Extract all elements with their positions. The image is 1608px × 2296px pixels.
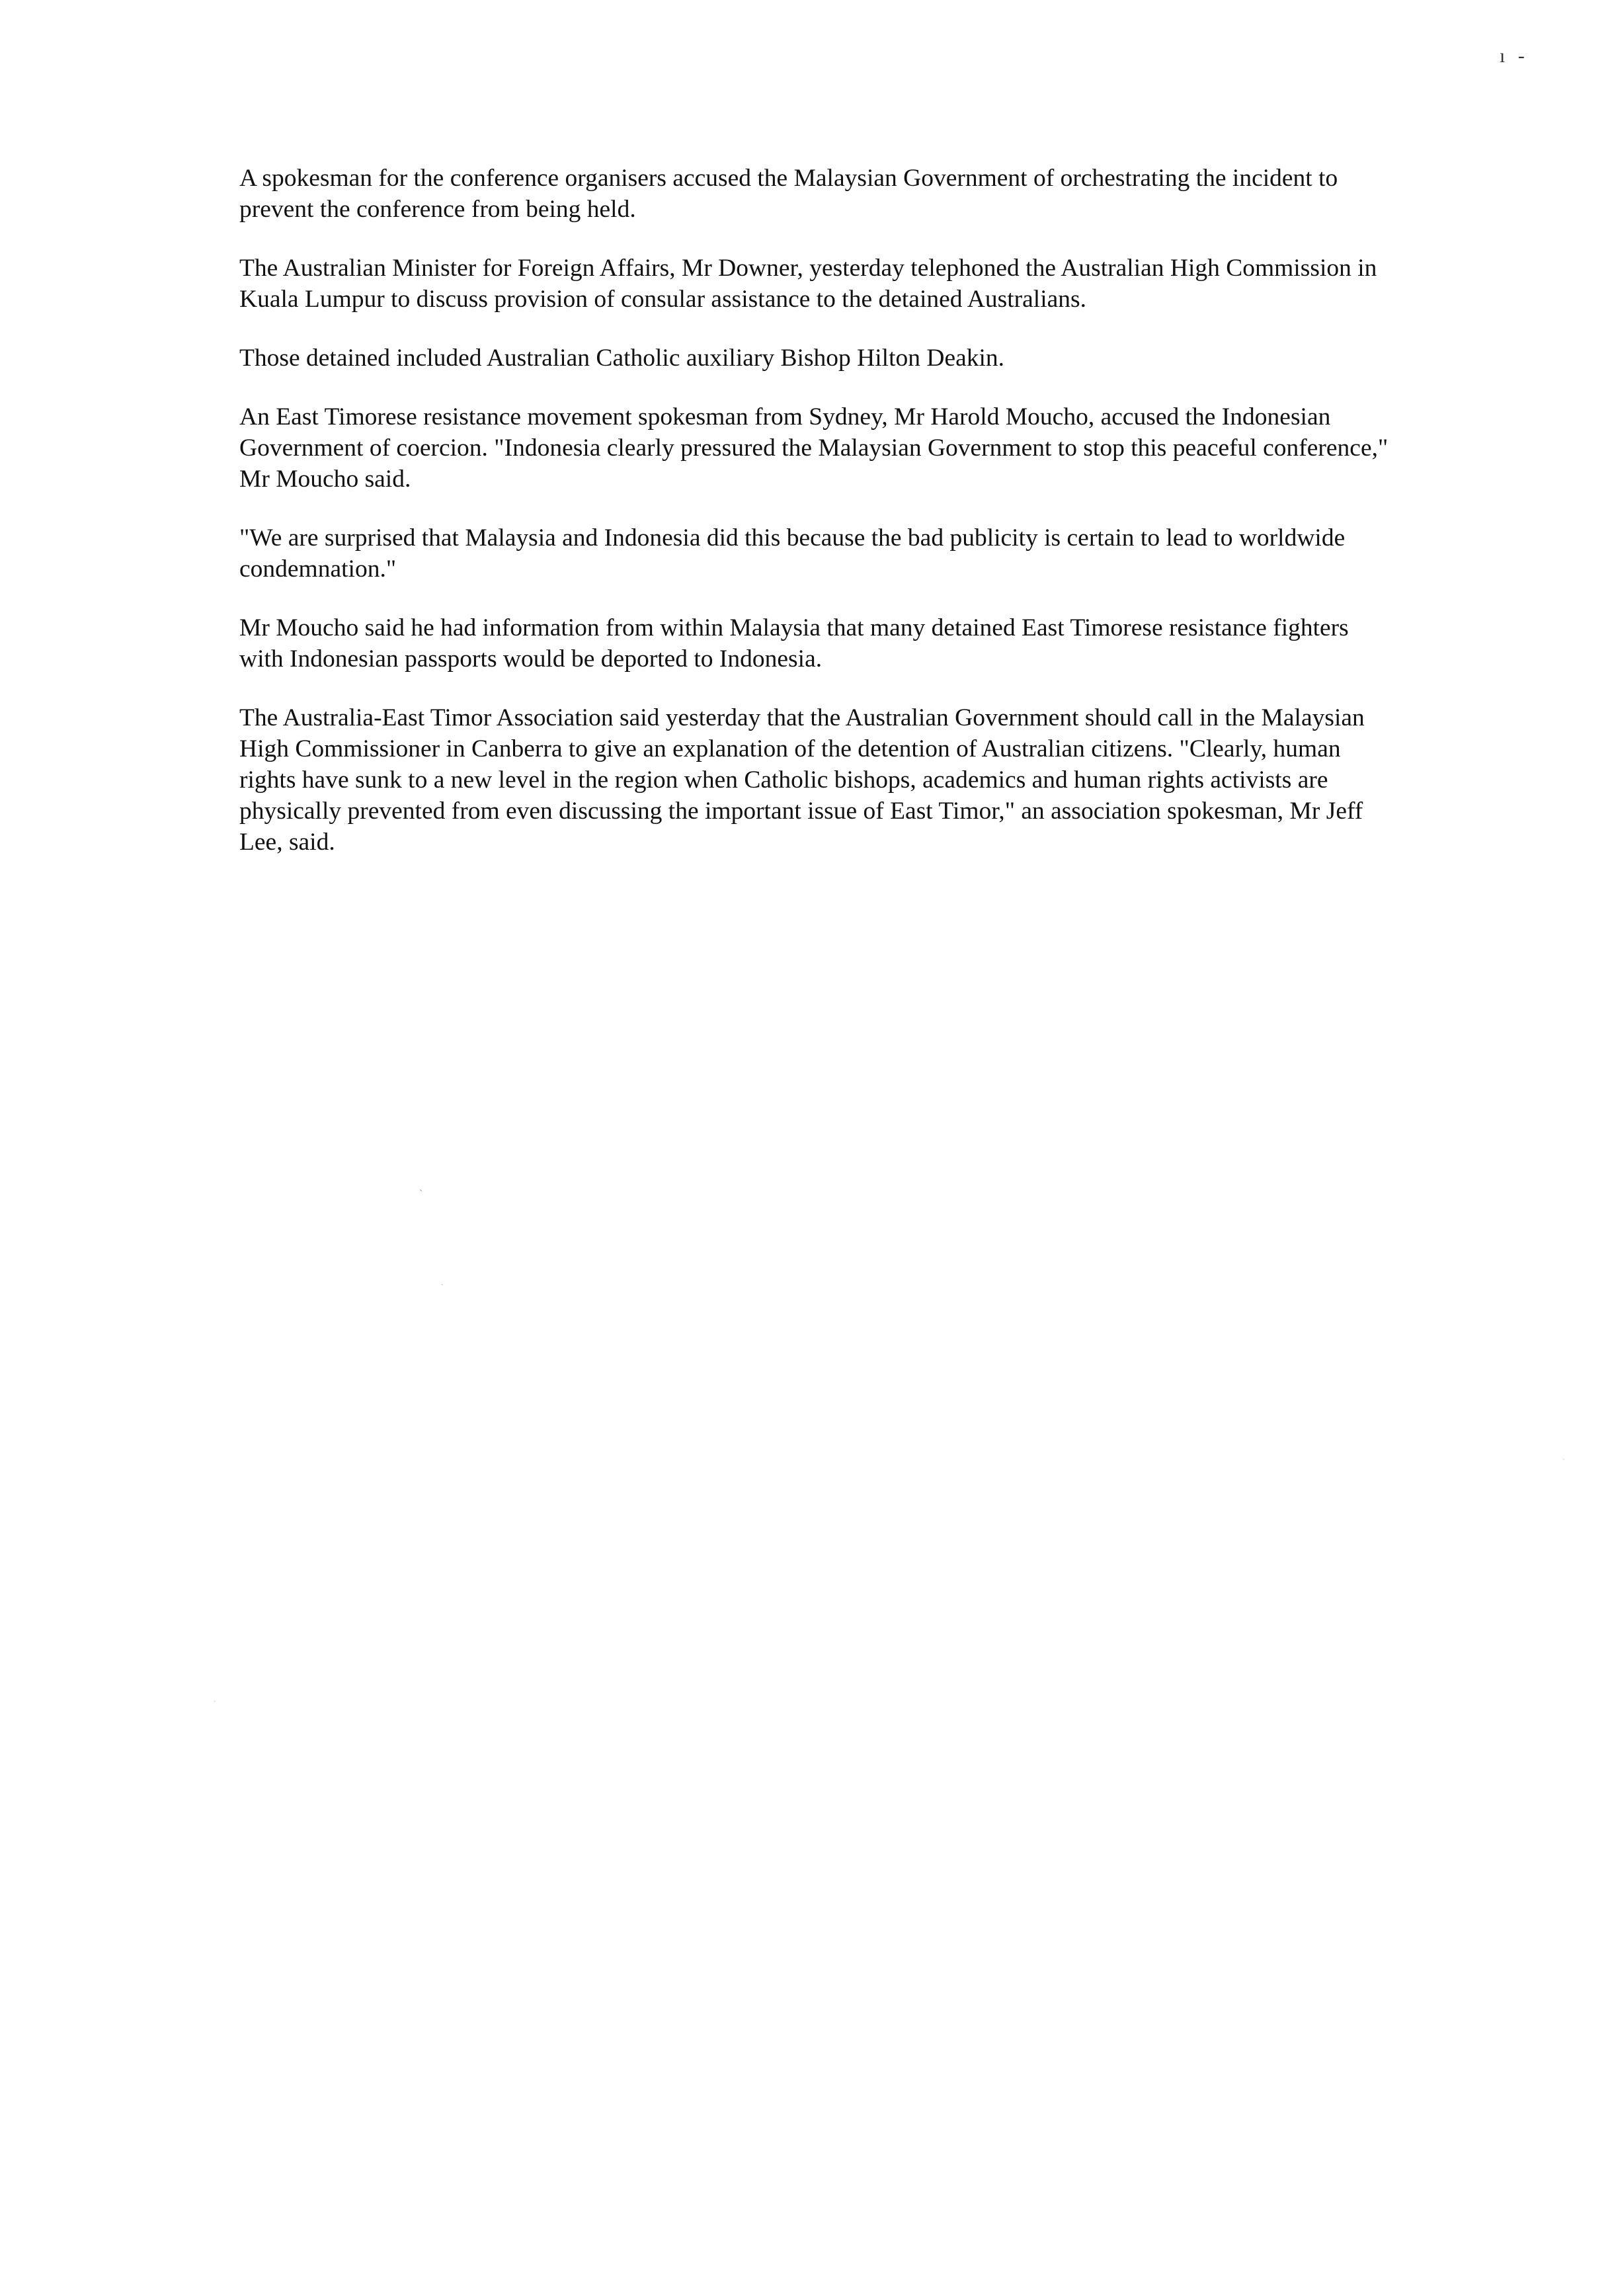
article-paragraph: "We are surprised that Malaysia and Indonesia did this because the bad publicity is certain to lead to worldwide condemnation." — [239, 524, 1346, 583]
article-paragraph: An East Timorese resistance movement spokesman from Sydney, Mr Harold Moucho, accused the Indonesian Government of coercion. "Indonesia clearly pressured the Malaysian Government to stop this peaceful conference," Mr Moucho said. — [239, 403, 1388, 493]
scan-speck: ˏ — [419, 1180, 423, 1192]
article-paragraph: Mr Moucho said he had information from within Malaysia that many detained East Timorese resistance fighters with Indonesian passports would be deported to Indonesia. — [239, 614, 1349, 673]
scan-speck: · — [440, 1280, 444, 1291]
scan-speck: · — [213, 1696, 217, 1707]
article-paragraph: Those detained included Australian Catholic auxiliary Bishop Hilton Deakin. — [239, 345, 1005, 372]
page-corner-mark: ı - — [1500, 45, 1529, 67]
article-paragraph: A spokesman for the conference organisers accused the Malaysian Government of orchestrating the incident to prevent the conference from being held. — [239, 165, 1338, 223]
article-paragraph: The Australia-East Timor Association said yesterday that the Australian Government should call in the Malaysian High Commissioner in Canberra to give an explanation of the detention of Australian citizens. "Clearly, human rights have sunk to a new level in the region when Catholic bishops, academics and human rights activists are physically prevented from even discussing the important issue of East Timor," an association spokesman, Mr Jeff Lee, said. — [239, 704, 1365, 856]
article-paragraph: The Australian Minister for Foreign Affairs, Mr Downer, yesterday telephoned the Australian High Commission in Kuala Lumpur to discuss provision of consular assistance to the detained Australians. — [239, 255, 1377, 313]
scan-speck: · — [1562, 1454, 1566, 1465]
article-body — [239, 163, 1390, 885]
